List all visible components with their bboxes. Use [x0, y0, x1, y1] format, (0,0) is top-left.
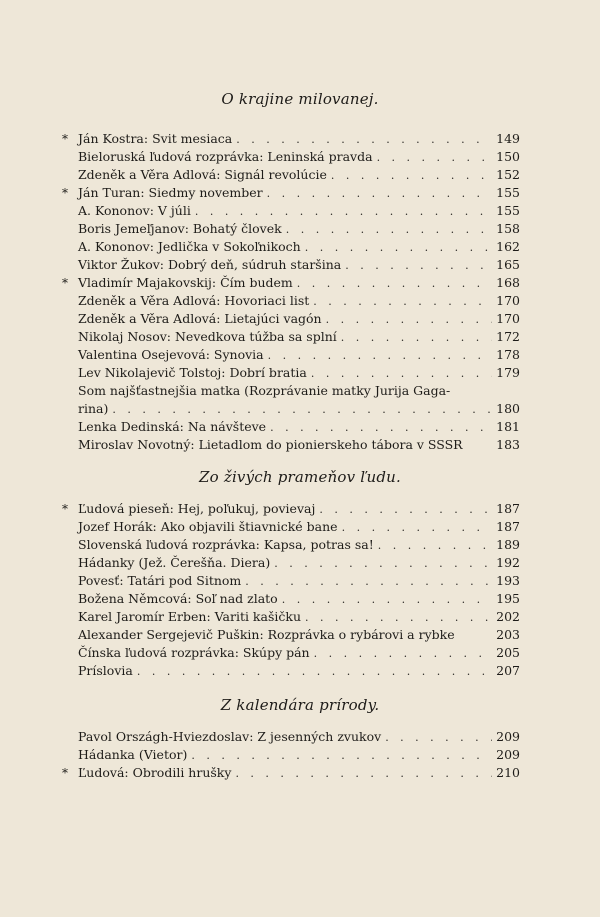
dot-leader — [341, 329, 492, 347]
toc-entry — [78, 364, 520, 382]
entry-title: Ján Turan: Siedmy november — [78, 185, 263, 200]
page-number: 172 — [496, 329, 520, 344]
dot-leader — [191, 747, 492, 765]
toc-entry — [78, 238, 520, 256]
entry-title: Jozef Horák: Ako objavili štiavnické bane — [78, 519, 338, 534]
entry-title: Zdeněk a Věra Adlová: Lietajúci vagón — [78, 311, 322, 326]
asterisk-mark: * — [62, 186, 68, 200]
dot-leader — [378, 537, 492, 555]
entry-title: Ľudová pieseň: Hej, poľukuj, povievaj — [78, 501, 316, 516]
dot-leader — [314, 645, 493, 663]
dot-leader — [331, 167, 492, 185]
page-number: 183 — [496, 437, 520, 452]
page-number: 207 — [496, 663, 520, 678]
dot-leader — [268, 347, 493, 365]
dot-leader — [377, 149, 493, 167]
toc-entry — [62, 500, 520, 518]
page-number: 205 — [496, 645, 520, 660]
page-number: 209 — [496, 747, 520, 762]
page-number: 170 — [496, 293, 520, 308]
page-number: 209 — [496, 729, 520, 744]
page-number: 152 — [496, 167, 520, 182]
page-number: 202 — [496, 609, 520, 624]
entry-title: Zdeněk a Věra Adlová: Hovoriaci list — [78, 293, 310, 308]
page-number: 189 — [496, 537, 520, 552]
dot-leader — [319, 501, 492, 519]
entry-title: Hádanky (Jež. Čerešňa. Diera) — [78, 555, 271, 570]
entry-title: Príslovia — [78, 663, 133, 678]
toc-entry — [78, 746, 520, 764]
entry-title: Hádanka (Vietor) — [78, 747, 188, 762]
page-number: 210 — [496, 765, 520, 780]
page-number: 187 — [496, 501, 520, 516]
toc-entry — [78, 220, 520, 238]
toc-entry — [78, 662, 520, 680]
page-number: 181 — [496, 419, 520, 434]
section-title-o-krajine: O krajine milovanej. — [221, 90, 379, 108]
page-number: 158 — [496, 221, 520, 236]
asterisk-mark: * — [62, 766, 68, 780]
dot-leader — [313, 293, 492, 311]
entry-title: Zdeněk a Věra Adlová: Signál revolúcie — [78, 167, 327, 182]
entry-title: Lev Nikolajevič Tolstoj: Dobrí bratia — [78, 365, 307, 380]
entry-title: A. Kononov: Jedlička v Sokoľnikoch — [78, 239, 301, 254]
dot-leader — [305, 609, 492, 627]
page-number: 187 — [496, 519, 520, 534]
toc-entry — [78, 202, 520, 220]
page-number: 192 — [496, 555, 520, 570]
dot-leader — [345, 257, 492, 275]
toc-entry — [78, 400, 520, 418]
asterisk-mark: * — [62, 132, 68, 146]
entry-title: Ján Kostra: Svit mesiaca — [78, 131, 233, 146]
entry-title: Slovenská ľudová rozprávka: Kapsa, potras sa! — [78, 537, 374, 552]
toc-entry — [78, 518, 520, 536]
dot-leader — [311, 365, 492, 383]
toc-entry — [78, 536, 520, 554]
dot-leader — [267, 185, 492, 203]
toc-entry — [78, 728, 520, 746]
page-number: 155 — [496, 185, 520, 200]
page-number: 193 — [496, 573, 520, 588]
page-number: 150 — [496, 149, 520, 164]
entry-title: Som najšťastnejšia matka (Rozprávanie matky Jurija Gaga- — [78, 383, 451, 398]
page-number: 203 — [496, 627, 520, 642]
entry-title: Miroslav Novotný: Lietadlom do pionierskeho tábora v SSSR — [78, 437, 463, 452]
dot-leader — [342, 519, 493, 537]
entry-title: Nikolaj Nosov: Nevedkova túžba sa splní — [78, 329, 337, 344]
entry-title: Božena Němcová: Soľ nad zlato — [78, 591, 278, 606]
toc-entry — [62, 274, 520, 292]
toc-entry — [78, 436, 520, 454]
toc-entry — [78, 572, 520, 590]
dot-leader — [245, 573, 492, 591]
toc-entry — [78, 608, 520, 626]
entry-title: rina) — [78, 401, 109, 416]
toc-entry — [62, 130, 520, 148]
entry-title: Viktor Žukov: Dobrý deň, súdruh staršina — [78, 257, 342, 272]
toc-entry — [78, 310, 520, 328]
entry-title: Pavol Országh-Hviezdoslav: Z jesenných zvukov — [78, 729, 382, 744]
dot-leader — [195, 203, 492, 221]
page-number: 178 — [496, 347, 520, 362]
dot-leader — [270, 419, 492, 437]
dot-leader — [305, 239, 492, 257]
toc-entry — [78, 590, 520, 608]
toc-entry — [78, 148, 520, 166]
page-number: 165 — [496, 257, 520, 272]
dot-leader — [236, 131, 492, 149]
dot-leader — [137, 663, 492, 681]
asterisk-mark: * — [62, 502, 68, 516]
entry-title: Čínska ľudová rozprávka: Skúpy pán — [78, 645, 310, 660]
page-number: 170 — [496, 311, 520, 326]
dot-leader — [286, 221, 492, 239]
page-number: 162 — [496, 239, 520, 254]
entry-title: Valentina Osejevová: Synovia — [78, 347, 264, 362]
dot-leader — [282, 591, 492, 609]
entry-title: A. Kononov: V júli — [78, 203, 191, 218]
dot-leader — [326, 311, 493, 329]
page-number: 179 — [496, 365, 520, 380]
entry-title: Lenka Dedinská: Na návšteve — [78, 419, 267, 434]
toc-entry — [78, 644, 520, 662]
page-number: 168 — [496, 275, 520, 290]
toc-entry — [78, 418, 520, 436]
toc-entry — [78, 256, 520, 274]
entry-title: Vladimír Majakovskij: Čím budem — [78, 275, 293, 290]
entry-title: Alexander Sergejevič Puškin: Rozprávka o rybárovi a rybke — [78, 627, 455, 642]
section-title-z-kalendara: Z kalendára prírody. — [220, 696, 380, 714]
toc-entry — [78, 328, 520, 346]
page-number: 180 — [496, 401, 520, 416]
page-number: 155 — [496, 203, 520, 218]
entry-title: Boris Jemeľjanov: Bohatý človek — [78, 221, 282, 236]
toc-entry — [78, 554, 520, 572]
toc-entry — [78, 626, 520, 644]
dot-leader — [235, 765, 492, 783]
dot-leader — [112, 401, 492, 419]
toc-entry — [78, 382, 520, 400]
entry-title: Povesť: Tatári pod Sitnom — [78, 573, 242, 588]
section-title-zo-zivych: Zo živých prameňov ľudu. — [199, 468, 401, 486]
toc-entry — [62, 184, 520, 202]
toc-entry — [62, 764, 520, 782]
toc-entry — [78, 346, 520, 364]
page-number: 149 — [496, 131, 520, 146]
toc-entry — [78, 166, 520, 184]
page-number: 195 — [496, 591, 520, 606]
entry-title: Bieloruská ľudová rozprávka: Leninská pravda — [78, 149, 373, 164]
entry-title: Karel Jaromír Erben: Variti kašičku — [78, 609, 301, 624]
toc-entry — [78, 292, 520, 310]
entry-title: Ľudová: Obrodili hrušky — [78, 765, 232, 780]
dot-leader — [274, 555, 492, 573]
asterisk-mark: * — [62, 276, 68, 290]
dot-leader — [385, 729, 492, 747]
dot-leader — [297, 275, 492, 293]
